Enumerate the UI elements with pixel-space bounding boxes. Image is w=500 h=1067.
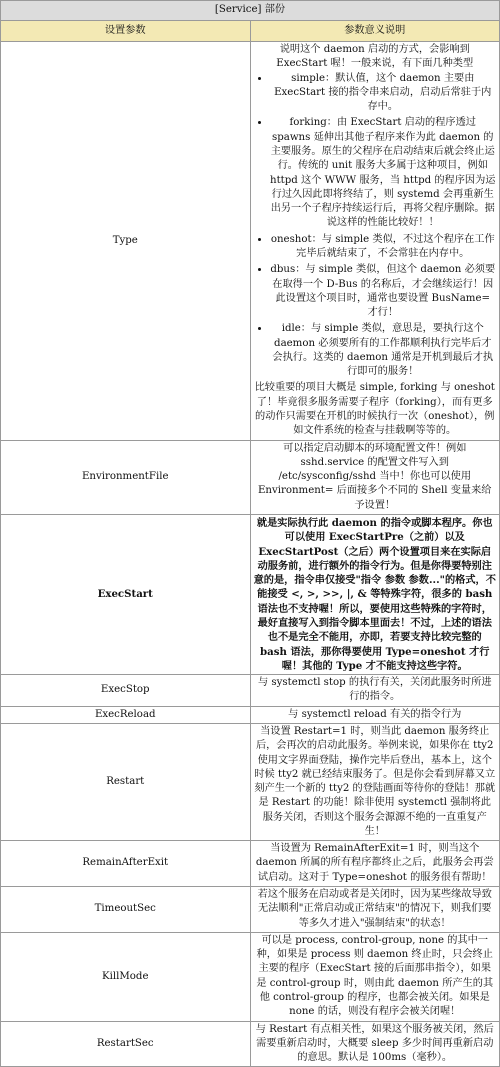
param-name: TimeoutSec: [1, 887, 251, 933]
table-row-execstop: [1, 675, 500, 707]
type-option-idle: • idle：与 simple 类似，意思是，要执行这个 daemon 必须要所有的工作都顺利执行完毕后才会执行。这类的 daemon 通常是开机到最后才执行即可的服务！: [270, 322, 497, 379]
table-row-restartsec: [1, 1021, 500, 1067]
param-description: 当设置为 RemainAfterExit=1 时，则当这个 daemon 所属的所有程序都终止之后，此服务会再尝试启动。这对于 Type=oneshot 的服务很有帮助！: [250, 841, 500, 887]
table-row-remainafterexit: [1, 841, 500, 887]
param-name: Restart: [1, 723, 251, 840]
table-row-environmentfile: [1, 440, 500, 514]
type-option-oneshot: • oneshot：与 simple 类似，不过这个程序在工作完毕后就结束了，不会常驻在内存中。: [270, 233, 497, 262]
param-name: Type: [1, 42, 251, 441]
type-option-simple: • simple：默认值，这个 daemon 主要由 ExecStart 接的指令串来启动，启动后常驻于内存中。: [270, 72, 497, 115]
param-name: ExecStop: [1, 675, 251, 707]
table-row-execreload: [1, 706, 500, 723]
param-name: KillMode: [1, 932, 251, 1021]
param-name: EnvironmentFile: [1, 440, 251, 514]
param-name: ExecReload: [1, 706, 251, 723]
type-intro: 说明这个 daemon 启动的方式，会影响到 ExecStart 喔！一般来说，有下面几种类型: [276, 44, 474, 70]
param-description: 若这个服务在启动或者是关闭时，因为某些缘故导致无法顺利"正常启动或正常结束"的情况下，则我们要等多久才进入"强制结束"的状态！: [250, 887, 500, 933]
type-option-forking: • forking：由 ExecStart 启动的程序透过 spawns 延伸出其他子程序来作为此 daemon 的主要服务。原生的父程序在启动结束后就会终止运行。传统的 unit 服务大多属于这种项目，例如 httpd 这个 WWW 服务，当 httpd 的程序因为运行过久因此即将终结了，则 systemd 会再重新生出另一个子程序持续运行后，再将父程序删除。据说这样的性能比较好！！: [270, 116, 497, 230]
param-description: 就是实际执行此 daemon 的指令或脚本程序。你也可以使用 ExecStartPre（之前）以及 ExecStartPost（之后）两个设置项目来在实际启动服务前，进行额外的指令行为。但是你得要特别注意的是，指令串仅接受"指令 参数 参数..."的格式，不能接受 <, >, >>, |, & 等特殊字符，很多的 bash 语法也不支持喔！所以，要使用这些特殊的字符时，最好直接写入到指令脚本里面去！不过，上述的语法也不是完全不能用，亦即，若要支持比较完整的 bash 语法，那你得要使用 Type=oneshot 才行喔！其他的 Type 才不能支持这些字符。: [250, 515, 500, 675]
table-row-type: [1, 42, 500, 441]
param-description: 与 Restart 有点相关性，如果这个服务被关闭，然后需要重新启动时，大概要 sleep 多少时间再重新启动的意思。默认是 100ms（毫秒）。: [250, 1021, 500, 1067]
param-description: [250, 42, 500, 441]
type-option-dbus: • dbus：与 simple 类似，但这个 daemon 必须要在取得一个 D-Bus 的名称后，才会继续运行！因此设置这个项目时，通常也要设置 BusName= 才行！: [270, 263, 497, 320]
type-outro: 比较重要的项目大概是 simple, forking 与 oneshot 了！毕竟很多服务需要子程序（forking），而有更多的动作只需要在开机的时候执行一次（oneshot），例如文件系统的检查与挂载啊等等的。: [254, 382, 495, 437]
param-name: RemainAfterExit: [1, 841, 251, 887]
header-meaning: 参数意义说明: [250, 21, 500, 42]
header-param: 设置参数: [1, 21, 251, 42]
table-header-row: [1, 21, 500, 42]
table-title-row: [1, 1, 500, 21]
table-row-killmode: [1, 932, 500, 1021]
param-description: 可以指定启动脚本的环境配置文件！例如 sshd.service 的配置文件写入到 /etc/sysconfig/sshd 当中！你也可以使用 Environment= 后面接多个不同的 Shell 变量来给予设置！: [250, 440, 500, 514]
param-name: ExecStart: [1, 515, 251, 675]
table-row-execstart: [1, 515, 500, 675]
table-title: [Service] 部份: [1, 1, 500, 21]
param-description: 当设置 Restart=1 时，则当此 daemon 服务终止后，会再次的启动此服务。举例来说，如果你在 tty2 使用文字界面登陆，操作完毕后登出，基本上，这个时候 tty2 就已经结束服务了。但是你会看到屏幕又立刻产生一个新的 tty2 的登陆画面等待你的登陆！那就是 Restart 的功能！除非使用 systemctl 强制将此服务关闭，否则这个服务会源源不绝的一直重复产生！: [250, 723, 500, 840]
param-description: 与 systemctl stop 的执行有关，关闭此服务时所进行的指令。: [250, 675, 500, 707]
param-name: RestartSec: [1, 1021, 251, 1067]
param-description: 可以是 process, control-group, none 的其中一种，如果是 process 则 daemon 终止时，只会终止主要的程序（ExecStart 接的后面那串指令），如果是 control-group 时，则由此 daemon 所产生的其他 control-group 的程序，也都会被关闭。如果是 none 的话，则没有程序会被关闭喔！: [250, 932, 500, 1021]
table-row-timeoutsec: [1, 887, 500, 933]
table-row-restart: [1, 723, 500, 840]
param-description: 与 systemctl reload 有关的指令行为: [250, 706, 500, 723]
type-options-list: [254, 72, 497, 380]
